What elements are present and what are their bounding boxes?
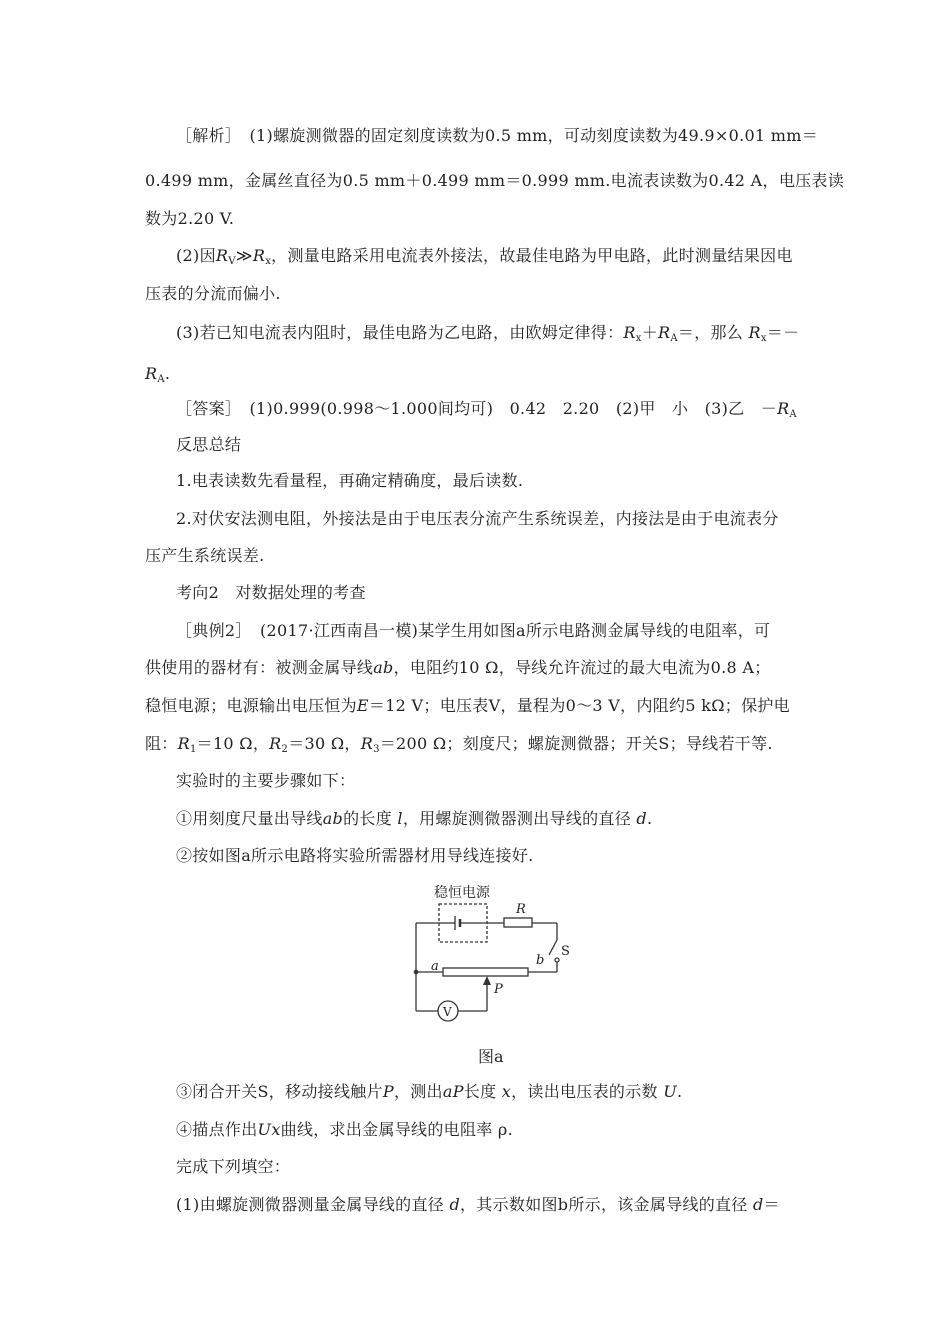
step-1: ①用刻度尺量出导线ab的长度 l，用螺旋测微器测出导线的直径 d. bbox=[176, 809, 653, 828]
power-source-label: 稳恒电源 bbox=[434, 885, 490, 901]
analysis-line-7: $R_A$. bbox=[145, 364, 171, 385]
example-line-4: 阻：$R_1=10$ Ω，$R_2=30$ Ω，$R_3=200$ Ω；刻度尺；螺旋测微器；开关S；导线若干等. bbox=[145, 734, 773, 755]
answer-line: ［答案］ (1)0.999(0.998～1.000间均可) 0.42 2.20 (2)甲 小 (3)乙 $-R_A$ bbox=[176, 399, 797, 420]
protective-resistor bbox=[504, 918, 532, 927]
slider-label: P bbox=[494, 982, 503, 997]
fill-in-heading: 完成下列填空： bbox=[176, 1157, 291, 1176]
summary-item-2: 2.对伏安法测电阻，外接法是由于电压表分流产生系统误差，内接法是由于电流表分 bbox=[176, 509, 779, 528]
summary-heading: 反思总结 bbox=[176, 435, 242, 454]
wire-end-b-label: b bbox=[536, 953, 545, 968]
section-heading: 考向2 对数据处理的考查 bbox=[176, 583, 366, 602]
wire-end-a-label: a bbox=[431, 959, 439, 974]
step-3: ③闭合开关S，移动接线触片P，测出aP长度 x，读出电压表的示数 U. bbox=[176, 1082, 683, 1101]
step-4: ④描点作出Ux曲线，求出金属导线的电阻率 ρ. bbox=[176, 1120, 514, 1139]
summary-item-2-cont: 压产生系统误差. bbox=[145, 546, 265, 565]
slider-arrow bbox=[483, 976, 491, 985]
question-1: (1)由螺旋测微器测量金属导线的直径 d，其示数如图b所示，该金属导线的直径 d＝ bbox=[176, 1195, 780, 1214]
example-line-3: 稳恒电源；电源输出电压恒为E＝12 V；电压表V，量程为0～3 V，内阻约5 kΩ；保护电 bbox=[145, 696, 790, 715]
switch-label: S bbox=[561, 944, 570, 959]
circuit-diagram bbox=[411, 883, 571, 1023]
analysis-line-1: ［解析］ (1)螺旋测微器的固定刻度读数为0.5 mm，可动刻度读数为49.9×0.01 mm＝ bbox=[176, 126, 819, 145]
analysis-line-6: (3)若已知电流表内阻时，最佳电路为乙电路，由欧姆定律得：$R_x+R_A=$，那么 $R_x=-$ bbox=[176, 323, 800, 344]
voltmeter-label: V bbox=[443, 1005, 452, 1019]
figure-caption: 图a bbox=[478, 1047, 504, 1066]
metal-wire bbox=[443, 968, 528, 976]
junction-dot bbox=[414, 970, 419, 975]
summary-item-1: 1.电表读数先看量程，再确定精确度，最后读数. bbox=[176, 471, 524, 490]
resistor-label: R bbox=[516, 902, 526, 917]
example-line-2: 供使用的器材有：被测金属导线ab，电阻约10 Ω，导线允许流过的最大电流为0.8 A； bbox=[145, 658, 771, 677]
steps-intro: 实验时的主要步骤如下： bbox=[176, 771, 356, 790]
analysis-line-2: 0.499 mm，金属丝直径为0.5 mm＋0.499 mm＝0.999 mm.电流表读数为0.42 A，电压表读 bbox=[145, 171, 845, 190]
analysis-line-4: (2)因$R_V≫R_x$，测量电路采用电流表外接法，故最佳电路为甲电路，此时测量结果因电 bbox=[176, 246, 793, 267]
step-2: ②按如图a所示电路将实验所需器材用导线连接好. bbox=[176, 846, 534, 865]
switch-contact bbox=[555, 958, 559, 962]
example-line-1: ［典例2］ (2017·江西南昌一模)某学生用如图a所示电路测金属导线的电阻率，可 bbox=[176, 621, 771, 640]
analysis-line-5: 压表的分流而偏小. bbox=[145, 284, 281, 303]
switch-blade bbox=[549, 940, 557, 955]
analysis-line-3: 数为2.20 V. bbox=[145, 209, 235, 228]
